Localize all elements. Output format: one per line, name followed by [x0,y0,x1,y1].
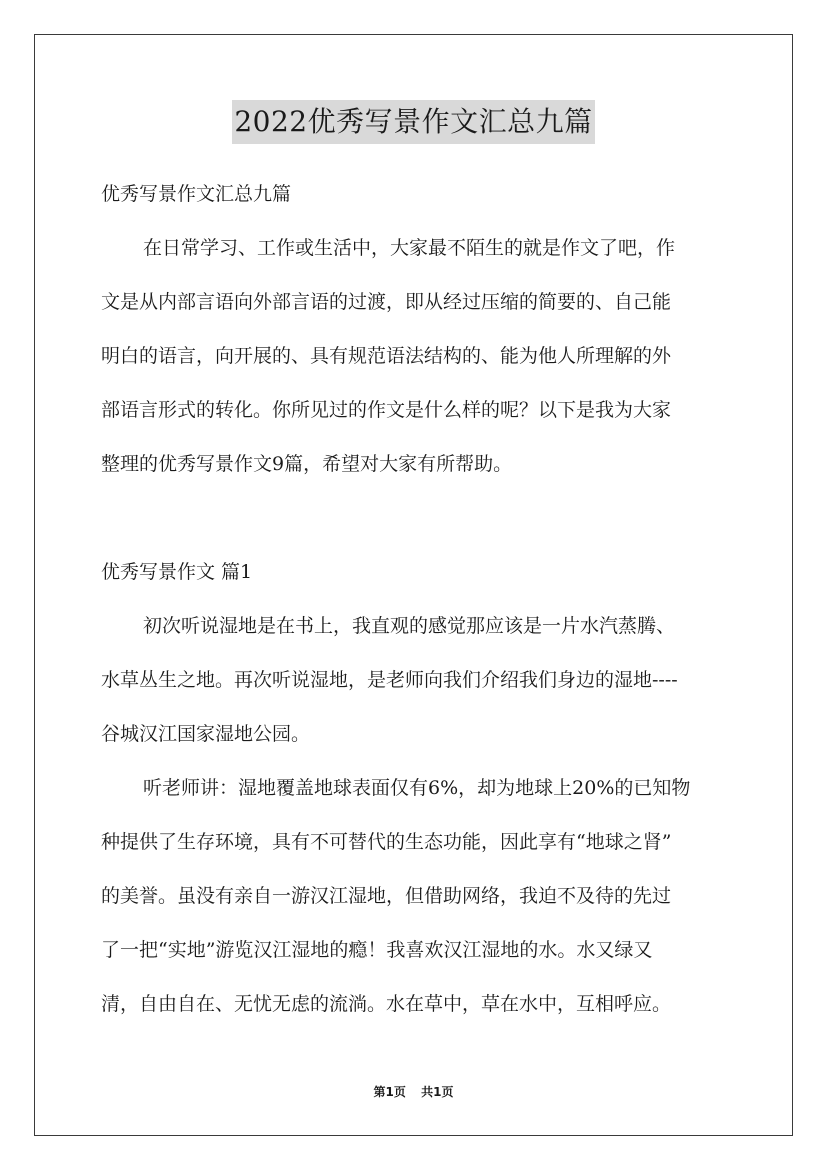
document-title-wrap [0,100,827,144]
paragraph-line: 初次听说湿地是在书上，我直观的感觉那应该是一片水汽蒸腾、 [143,615,676,637]
document-title: 2022优秀写景作文汇总九篇 [232,100,594,144]
page-total: 共1页 [421,1085,454,1099]
paragraph-line: 整理的优秀写景作文9篇，希望对大家有所帮助。 [101,453,513,475]
paragraph-line: 的美誉。虽没有亲自一游汉江湿地，但借助网络，我迫不及待的先过 [101,885,672,907]
footer-spacer [410,1085,418,1099]
paragraph-line: 清，自由自在、无忧无虑的流淌。水在草中，草在水中，互相呼应。 [101,993,672,1015]
paragraph-line: 明白的语言，向开展的、具有规范语法结构的、能为他人所理解的外 [101,345,672,367]
paragraph-line: 在日常学习、工作或生活中，大家最不陌生的就是作文了吧，作 [143,237,676,259]
section-heading: 优秀写景作文 篇1 [101,561,253,583]
paragraph-line: 种提供了生存环境，具有不可替代的生态功能，因此享有“地球之肾” [101,831,672,853]
paragraph-line: 水草丛生之地。再次听说湿地，是老师向我们介绍我们身边的湿地---- [101,669,678,691]
paragraph-line: 谷城汉江国家湿地公园。 [101,723,311,745]
page-number: 第1页 [373,1085,406,1099]
subtitle-line: 优秀写景作文汇总九篇 [101,183,292,205]
paragraph-line: 了一把“实地”游览汉江湿地的瘾！我喜欢汉江湿地的水。水又绿又 [101,939,653,961]
paragraph-line: 听老师讲：湿地覆盖地球表面仅有6%，却为地球上20%的已知物 [143,777,691,799]
paragraph-line: 部语言形式的转化。你所见过的作文是什么样的呢？以下是我为大家 [101,399,672,421]
paragraph-line: 文是从内部言语向外部言语的过渡，即从经过压缩的简要的、自己能 [101,291,672,313]
page-footer [0,1083,827,1100]
